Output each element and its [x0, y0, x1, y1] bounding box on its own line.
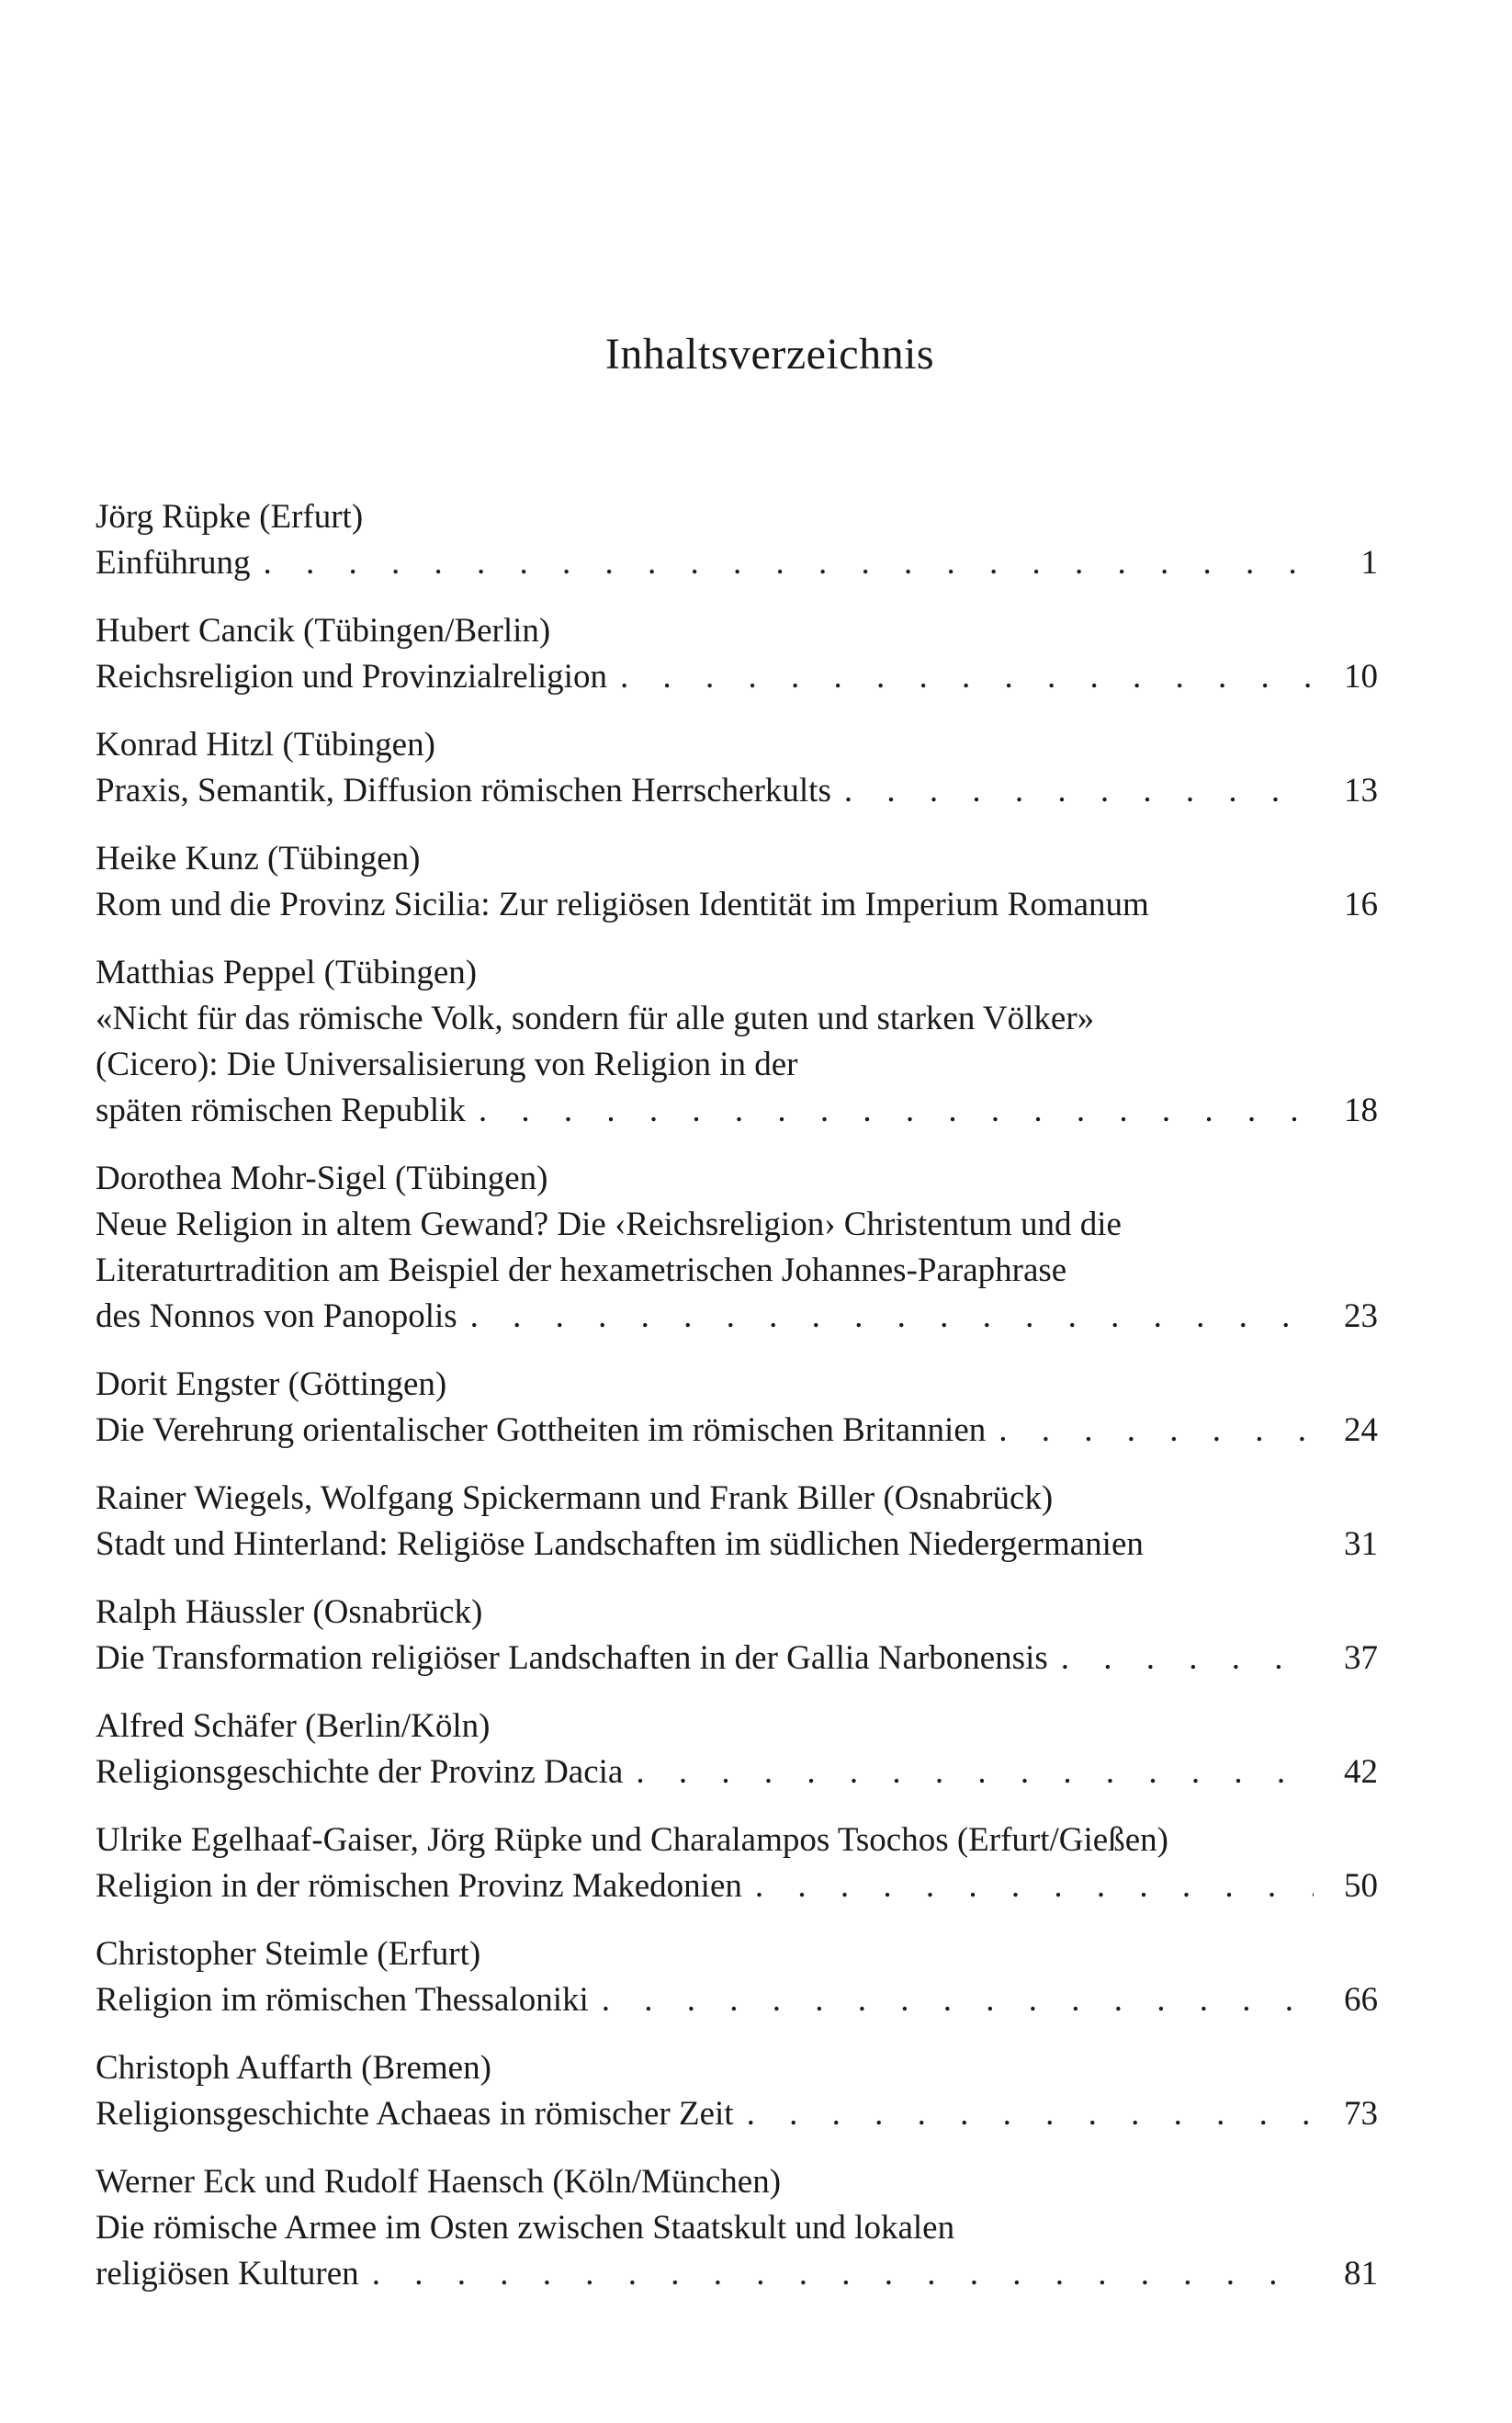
toc-entry — [96, 722, 1378, 814]
toc-entry-page-number: 24 — [1344, 1411, 1378, 1449]
toc-entry — [96, 1931, 1378, 2023]
toc-entry-title-line: Die Verehrung orientalischer Gottheiten im römischen Britannien — [96, 1411, 987, 1449]
dot-leader — [742, 1863, 1314, 1909]
dot-leader — [734, 2091, 1314, 2137]
toc-entry-author: Jörg Rüpke (Erfurt) — [96, 498, 364, 536]
toc-entry-page-number: 81 — [1344, 2255, 1378, 2293]
toc-entry-title-line: Praxis, Semantik, Diffusion römischen Herrscherkults — [96, 772, 831, 810]
toc-entry-author: Christoph Auffarth (Bremen) — [96, 2049, 491, 2087]
toc-entry-title-row — [96, 2251, 1378, 2297]
toc-entry — [96, 1817, 1378, 1909]
toc-entry — [96, 2045, 1378, 2137]
toc-entry-author: Werner Eck und Rudolf Haensch (Köln/München) — [96, 2163, 782, 2201]
dot-leader — [251, 540, 1314, 586]
toc-entry-author: Ulrike Egelhaaf-Gaiser, Jörg Rüpke und Charalampos Tsochos (Erfurt/Gießen) — [96, 1821, 1168, 1859]
dot-leader — [623, 1749, 1314, 1795]
toc-entry-title-line: Stadt und Hinterland: Religiöse Landschaften im südlichen Niedergermanien — [96, 1525, 1144, 1563]
toc-entry-title-line: Religionsgeschichte der Provinz Dacia — [96, 1753, 624, 1791]
toc-entry-page-number: 23 — [1344, 1297, 1378, 1335]
toc-entry — [96, 2159, 1378, 2297]
toc-entry-title-line: Die römische Armee im Osten zwischen Staatskult und lokalen — [96, 2209, 955, 2247]
dot-leader — [607, 654, 1314, 700]
toc-entry — [96, 836, 1378, 928]
dot-leader — [457, 1294, 1314, 1340]
toc-entry-author: Ralph Häussler (Osnabrück) — [96, 1593, 483, 1631]
toc-entry-title-row — [96, 2091, 1378, 2137]
toc-entry-title-line: Literaturtradition am Beispiel der hexametrischen Johannes-Paraphrase — [96, 1251, 1067, 1289]
toc-entry — [96, 1362, 1378, 1454]
toc-entry — [96, 1590, 1378, 1681]
table-of-contents — [96, 494, 1378, 2319]
toc-entry-author: Christopher Steimle (Erfurt) — [96, 1935, 481, 1973]
page-title: Inhaltsverzeichnis — [604, 330, 935, 379]
dot-leader — [466, 1088, 1314, 1134]
toc-entry-title-row — [96, 1088, 1378, 1134]
toc-entry — [96, 1156, 1378, 1340]
toc-entry-author: Heike Kunz (Tübingen) — [96, 840, 421, 877]
toc-entry-title-row — [96, 654, 1378, 700]
dot-leader — [1048, 1636, 1314, 1681]
toc-entry-page-number: 37 — [1344, 1639, 1378, 1677]
toc-entry-page-number: 31 — [1344, 1525, 1378, 1563]
toc-entry-title-row — [96, 1977, 1378, 2023]
toc-entry — [96, 608, 1378, 700]
toc-entry-author: Alfred Schäfer (Berlin/Köln) — [96, 1707, 491, 1745]
toc-entry-author: Rainer Wiegels, Wolfgang Spickermann und Frank Biller (Osnabrück) — [96, 1479, 1054, 1517]
toc-entry-title-line: Neue Religion in altem Gewand? Die ‹Reichsreligion› Christentum und die — [96, 1206, 1122, 1243]
toc-entry-page-number: 13 — [1344, 772, 1378, 810]
toc-entry-title-line: religiösen Kulturen — [96, 2255, 359, 2293]
dot-leader — [359, 2251, 1314, 2297]
toc-entry-title-row — [96, 1522, 1378, 1568]
toc-entry-title-line: Religionsgeschichte Achaeas in römischer Zeit — [96, 2095, 734, 2133]
toc-entry-title-row — [96, 1294, 1378, 1340]
toc-entry-page-number: 10 — [1344, 658, 1378, 696]
toc-entry-author: Dorothea Mohr-Sigel (Tübingen) — [96, 1160, 548, 1197]
toc-entry-title-row — [96, 1863, 1378, 1909]
toc-entry-title-line: Religion in der römischen Provinz Makedonien — [96, 1867, 742, 1905]
toc-entry-title-line: späten römischen Republik — [96, 1092, 466, 1129]
toc-entry-author: Matthias Peppel (Tübingen) — [96, 954, 478, 991]
toc-entry-title-line: Einführung — [96, 544, 251, 582]
toc-entry-title-line: Die Transformation religiöser Landschaften in der Gallia Narbonensis — [96, 1639, 1048, 1677]
toc-entry-page-number: 42 — [1344, 1753, 1378, 1791]
dot-leader — [589, 1977, 1314, 2023]
toc-entry-title-row — [96, 1749, 1378, 1795]
toc-entry-page-number: 1 — [1360, 544, 1378, 582]
toc-entry — [96, 950, 1378, 1134]
toc-entry-page-number: 66 — [1344, 1981, 1378, 2019]
toc-entry-author: Hubert Cancik (Tübingen/Berlin) — [96, 612, 551, 650]
toc-entry-title-line: Rom und die Provinz Sicilia: Zur religiösen Identität im Imperium Romanum — [96, 886, 1149, 923]
toc-entry-title-row — [96, 768, 1378, 814]
toc-entry-author: Dorit Engster (Göttingen) — [96, 1365, 447, 1403]
toc-entry-title-line: des Nonnos von Panopolis — [96, 1297, 457, 1335]
toc-entry-author: Konrad Hitzl (Tübingen) — [96, 726, 435, 764]
toc-entry-title-line: Religion im römischen Thessaloniki — [96, 1981, 589, 2019]
toc-entry-page-number: 18 — [1344, 1092, 1378, 1129]
toc-entry-title-row — [96, 1636, 1378, 1681]
dot-leader — [986, 1408, 1314, 1454]
toc-entry — [96, 494, 1378, 586]
toc-entry-title-row — [96, 540, 1378, 586]
toc-entry — [96, 1476, 1378, 1568]
dot-leader — [831, 768, 1314, 814]
toc-entry-title-row — [96, 1408, 1378, 1454]
toc-entry-title-row — [96, 882, 1378, 928]
toc-entry-title-line: Reichsreligion und Provinzialreligion — [96, 658, 607, 696]
toc-entry-title-line: (Cicero): Die Universalisierung von Religion in der — [96, 1046, 798, 1083]
toc-entry — [96, 1704, 1378, 1795]
toc-entry-page-number: 50 — [1344, 1867, 1378, 1905]
toc-entry-page-number: 16 — [1344, 886, 1378, 923]
toc-entry-page-number: 73 — [1344, 2095, 1378, 2133]
toc-entry-title-line: «Nicht für das römische Volk, sondern für alle guten und starken Völker» — [96, 1000, 1095, 1037]
